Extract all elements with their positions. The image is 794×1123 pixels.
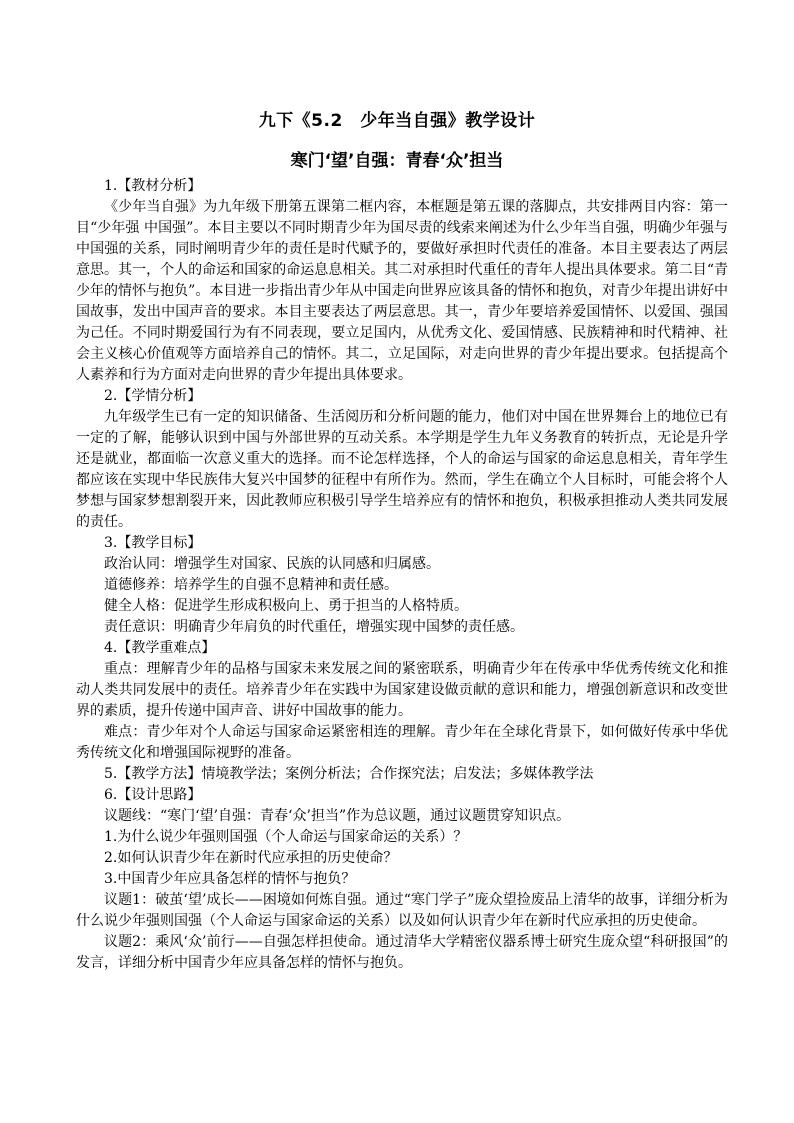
goal-political-identity: 政治认同：增强学生对国家、民族的认同感和归属感。: [104, 556, 440, 572]
textbook-analysis-paragraph: 《少年当自强》为九年级下册第五课第二框内容，本框题是第五课的落脚点，共安排两目内容：第一目“少年强 中国强”。本目主要以不同时期青少年为国尽责的线索来阐述为什么少年当自强，明确少年强与中国强的关系，同时阐明青少年的责任是时代赋予的，要做好承担时代责任的准备。本目主要表达了两层意思。其一，个人的命运和国家的命运息息相关。其二对承担时代重任的青年人提出具体要求。第二目“青少年的情怀与抱负”。本目进一步指出青少年从中国走向世界应该具备的情怀和抱负，对青少年提出讲好中国故事，发出中国声音的要求。本目主要表达了两层意思。其一，青少年要培养爱国情怀、以爱国、强国为己任。不同时期爱国行为有不同表现，要立足国内，从优秀文化、爱国情感、民族精神和时代精神、社会主义核心价值观等方面培养自己的情怀。其二，立足国际，对走向世界的青少年提出要求。包括提高个人素养和行为方面对走向世界的青少年提出具体要求。: [76, 199, 728, 383]
design-topic-1-paragraph: 议题1：破茧‘望’成长——困境如何炼自强。通过“寒门学子”庞众望捡废品上清华的故事，详细分析为什么说少年强则国强（个人命运与国家命运的关系）以及如何认识青少年在新时代应承担的历史使命。: [76, 892, 728, 929]
section-heading-textbook-analysis: 1.【教材分析】: [104, 178, 202, 194]
section-heading-key-points: 4.【教学重难点】: [104, 640, 216, 656]
document-title: 九下《5.2 少年当自强》教学设计: [258, 111, 536, 131]
goal-responsibility: 责任意识：明确青少年肩负的时代重任，增强实现中国梦的责任感。: [104, 619, 524, 635]
section-heading-teaching-methods: 5.【教学方法】情境教学法；案例分析法；合作探究法；启发法；多媒体教学法: [104, 766, 594, 782]
document-body: [76, 176, 728, 974]
design-question-3: 3.中国青少年应具备怎样的情怀与抱负？: [104, 871, 356, 887]
design-topic-2-paragraph: 议题2：乘风‘众’前行——自强怎样担使命。通过清华大学精密仪器系博士研究生庞众望“科研报国”的发言，详细分析中国青少年应具备怎样的情怀与抱负。: [76, 934, 728, 971]
goal-moral-cultivation: 道德修养：培养学生的自强不息精神和责任感。: [104, 577, 398, 593]
goal-sound-personality: 健全人格：促进学生形成积极向上、勇于担当的人格特质。: [104, 598, 468, 614]
key-points-paragraph: 重点：理解青少年的品格与国家未来发展之间的紧密联系，明确青少年在传承中华优秀传统文化和推动人类共同发展中的责任。培养青少年在实践中为国家建设做贡献的意识和能力，增强创新意识和改变世界的素质，提升传递中国声音、讲好中国故事的能力。: [76, 661, 728, 719]
section-heading-teaching-goals: 3.【教学目标】: [104, 535, 202, 551]
section-heading-student-analysis: 2.【学情分析】: [104, 388, 202, 404]
design-topic-line: 议题线：“寒门‘望’自强：青春‘众’担当”作为总议题，通过议题贯穿知识点。: [104, 808, 571, 824]
student-analysis-paragraph: 九年级学生已有一定的知识储备、生活阅历和分析问题的能力，他们对中国在世界舞台上的地位已有一定的了解，能够认识到中国与外部世界的互动关系。本学期是学生九年义务教育的转折点，无论是升学还是就业，都面临一次意义重大的选择。而不论怎样选择，个人的命运与国家的命运息息相关，青年学生都应该在实现中华民族伟大复兴中国梦的征程中有所作为。然而，学生在确立个人目标时，可能会将个人梦想与国家梦想割裂开来，因此教师应积极引导学生培养应有的情怀和抱负，积极承担推动人类共同发展的责任。: [76, 409, 728, 530]
difficult-points-paragraph: 难点：青少年对个人命运与国家命运紧密相连的理解。青少年在全球化背景下，如何做好传承中华优秀传统文化和增强国际视野的准备。: [76, 724, 728, 761]
design-question-2: 2.如何认识青少年在新时代应承担的历史使命？: [104, 850, 398, 866]
design-question-1: 1.为什么说少年强则国强（个人命运与国家命运的关系）？: [104, 829, 468, 845]
document-subtitle: 寒门‘望’自强：青春‘众’担当: [290, 151, 504, 171]
section-heading-design-ideas: 6.【设计思路】: [104, 787, 202, 803]
